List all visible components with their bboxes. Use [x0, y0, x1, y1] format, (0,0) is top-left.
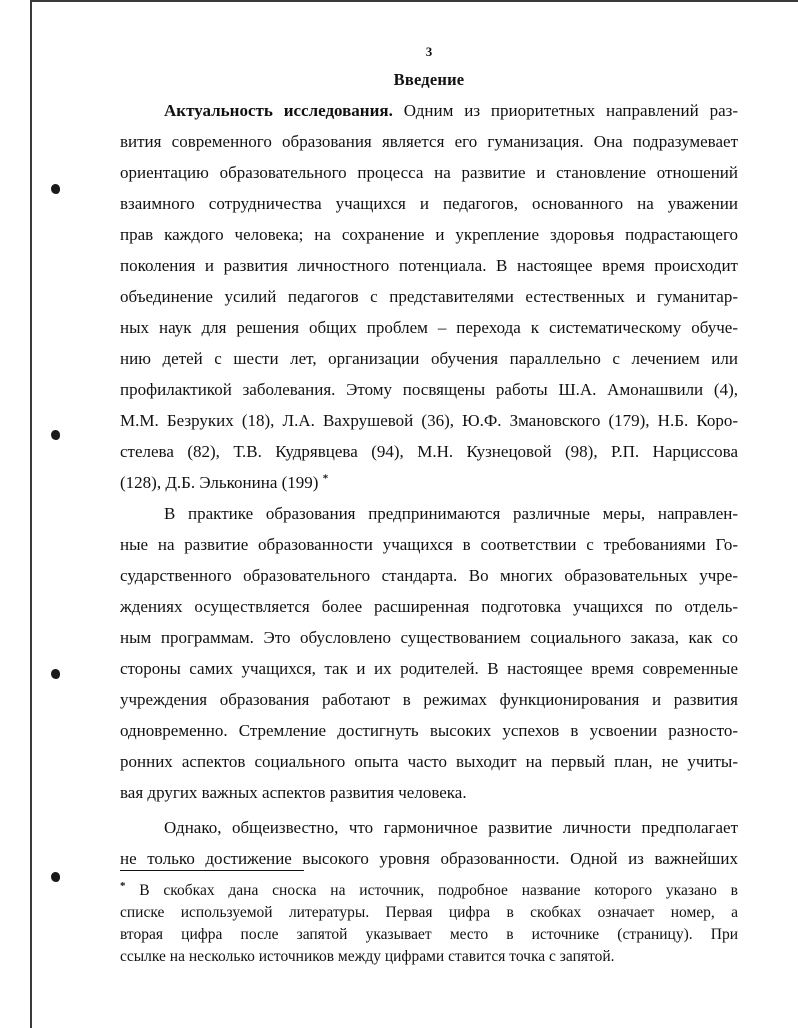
page-number: 3: [425, 44, 433, 59]
paragraph-line: ориентацию образовательного процесса на развитие и становление отношений: [120, 163, 738, 182]
paragraph-line: взаимного сотрудничества учащихся и педагогов, основанного на уважении: [120, 194, 738, 213]
paragraph-line: В практике образования предпринимаются различные меры, направлен-: [164, 504, 738, 523]
section-title: Введение: [393, 70, 465, 89]
paragraph-line: вития современного образования является его гуманизация. Она подразумевает: [120, 132, 738, 151]
footnote-reference: *: [322, 472, 329, 485]
scan-edge-left: [30, 0, 32, 1028]
paragraph-line: М.М. Безруких (18), Л.А. Вахрушевой (36), Ю.Ф. Змановского (179), Н.Б. Коро-: [120, 411, 738, 430]
paragraph-text: (128), Д.Б. Эльконина (199): [120, 473, 319, 492]
punch-hole-mark: [51, 669, 60, 679]
footnote-line: вторая цифра после запятой указывает место в источнике (страницу). При: [120, 926, 738, 943]
section-lead: Актуальность исследования.: [164, 101, 393, 120]
paragraph-line: [120, 468, 738, 498]
footnote-line: [120, 880, 738, 902]
footnote-line: списке используемой литературы. Первая цифра в скобках означает номер, а: [120, 904, 738, 921]
paragraph-line: объединение усилий педагогов с представителями естественных и гуманитар-: [120, 287, 738, 306]
footnote-marker: *: [120, 879, 126, 892]
paragraph-line: учреждения образования работают в режимах функционирования и развития: [120, 690, 738, 709]
paragraph-line: ронних аспектов социального опыта часто выходит на первый план, не учиты-: [120, 752, 738, 771]
paragraph-line: [120, 96, 738, 126]
footnote-line: ссылке на несколько источников между цифрами ставится точка с запятой.: [120, 948, 615, 965]
punch-hole-mark: [51, 872, 60, 882]
paragraph-line: стороны самих учащихся, так и их родителей. В настоящее время современные: [120, 659, 738, 678]
punch-hole-mark: [51, 184, 60, 194]
paragraph-line: одновременно. Стремление достигнуть высоких успехов в усвоении разносто-: [120, 721, 738, 740]
scan-edge-top: [30, 0, 798, 2]
paragraph-line: не только достижение высокого уровня образованности. Одной из важнейших: [120, 849, 738, 868]
footnote-separator: [120, 870, 304, 871]
paragraph-line: ные на развитие образованности учащихся в соответствии с требованиями Го-: [120, 535, 738, 554]
paragraph-text: Одним из приоритетных направлений раз-: [392, 101, 738, 120]
punch-hole-mark: [51, 430, 60, 440]
paragraph-line: ждениях осуществляется более расширенная подготовка учащихся по отдель-: [120, 597, 738, 616]
paragraph-line: профилактикой заболевания. Этому посвящены работы Ш.А. Амонашвили (4),: [120, 380, 738, 399]
paragraph-line: стелева (82), Т.В. Кудрявцева (94), М.Н. Кузнецовой (98), Р.П. Нарциссова: [120, 442, 738, 461]
footnote-text: В скобках дана сноска на источник, подробное название которого указано в: [125, 882, 738, 899]
paragraph-line: сударственного образовательного стандарта. Во многих образовательных учре-: [120, 566, 738, 585]
paragraph-line: нию детей с шести лет, организации обучения параллельно с лечением или: [120, 349, 738, 368]
paragraph-line: прав каждого человека; на сохранение и укрепление здоровья подрастающего: [120, 225, 738, 244]
paragraph-line: поколения и развития личностного потенциала. В настоящее время происходит: [120, 256, 738, 275]
paragraph-line: вая других важных аспектов развития человека.: [120, 783, 467, 802]
paragraph-line: ных наук для решения общих проблем – перехода к систематическому обуче-: [120, 318, 738, 337]
paragraph-line: Однако, общеизвестно, что гармоничное развитие личности предполагает: [164, 818, 738, 837]
paragraph-line: ным программам. Это обусловлено существованием социального заказа, как со: [120, 628, 738, 647]
